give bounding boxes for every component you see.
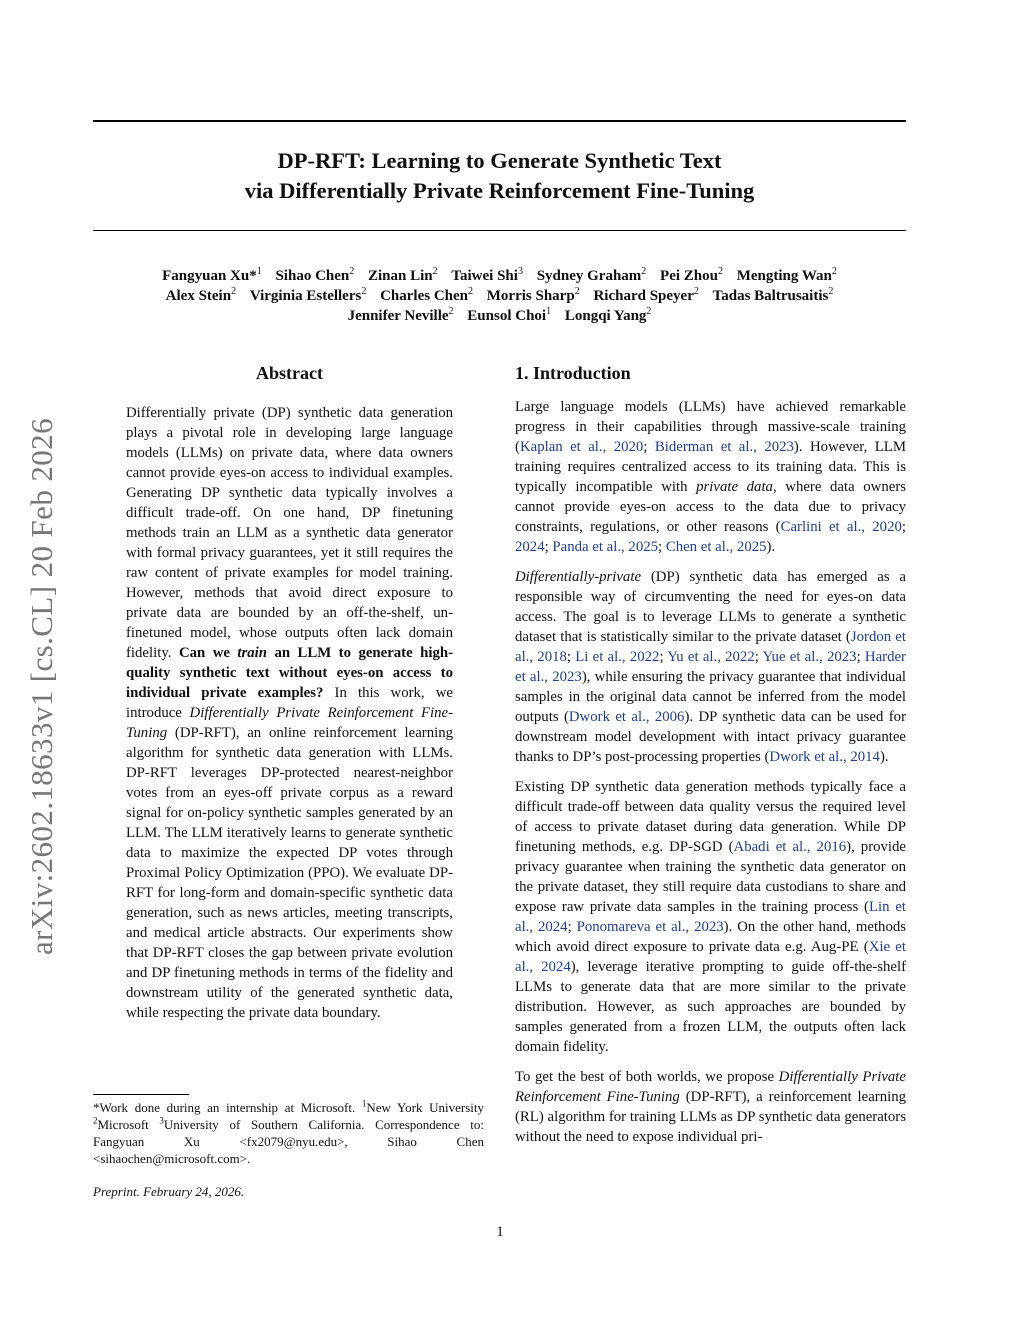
author-name: Alex Stein xyxy=(165,288,232,304)
author-name: Tadas Baltrusaitis xyxy=(712,288,829,304)
author xyxy=(713,288,834,304)
intro-paragraph-3 xyxy=(515,777,906,1057)
abstract-question-text: an LLM to generate high-quality synthetic text without eyes-on access to individual private examples? xyxy=(126,645,454,701)
author xyxy=(348,308,454,324)
author-name: Sydney Graham xyxy=(536,268,642,284)
author xyxy=(467,308,551,324)
body-text: ), leverage iterative prompting to guide off-the-shelf LLMs to generate data that are more similar to the private distribution. However, as such approaches are bounded by samples generated from a frozen LLM, the outputs often lack domain fidelity. xyxy=(515,959,906,1055)
author xyxy=(487,288,580,304)
affiliation-mark: 3 xyxy=(159,1115,164,1126)
author-affiliation: 3 xyxy=(517,266,523,277)
abstract-question-emphasis: train xyxy=(237,645,268,661)
arxiv-side-stamp: arXiv:2602.18633v1 [cs.CL] 20 Feb 2026 xyxy=(24,418,59,955)
body-text: ). On the other hand, methods which avoid direct exposure to private data e.g. Aug-PE ( xyxy=(515,919,907,955)
body-text: (DP) synthetic data has emerged as a responsible way of circumventing the need for eyes-on data access. The goal is to leverage LLMs to generate a synthetic dataset that is statistically similar to the private dataset ( xyxy=(515,569,906,645)
body-text: ). xyxy=(766,539,776,555)
body-text: Large language models (LLMs) have achieved remarkable progress in their capabilities through massive-scale training ( xyxy=(515,399,906,455)
author xyxy=(737,268,837,284)
author xyxy=(565,308,652,324)
author-name: Fangyuan Xu* xyxy=(162,268,257,284)
body-text: ; xyxy=(659,649,668,665)
emphasis: Differentially-private xyxy=(515,569,642,585)
footnote-text: University of Southern California. Correspondence to: Fangyuan Xu <fx2079@nyu.edu>, Sihao Chen <sihaochen@microsoft.com>. xyxy=(93,1117,484,1166)
body-text: , where data owners cannot provide eyes-on access to the data due to privacy constraints, regulations, or other reasons ( xyxy=(515,479,906,535)
citation-link[interactable]: 2024 xyxy=(515,539,545,555)
author-affiliation: 2 xyxy=(831,266,837,277)
citation-link[interactable]: Ponomareva et al., 2023 xyxy=(576,919,724,935)
citation-link[interactable]: Yu et al., 2022 xyxy=(667,649,755,665)
body-text: ; xyxy=(901,519,906,535)
abstract-heading: Abstract xyxy=(256,363,323,383)
title-line-1: DP-RFT: Learning to Generate Synthetic Text xyxy=(277,148,722,173)
body-text: ; xyxy=(567,919,577,935)
author-name: Sihao Chen xyxy=(275,268,350,284)
author xyxy=(660,268,723,284)
citation-link[interactable]: Dwork et al., 2014 xyxy=(769,749,880,765)
abstract-text: In this work, we introduce xyxy=(126,685,454,721)
method-name: Differentially Private Reinforcement Fine-Tuning xyxy=(126,705,453,741)
author xyxy=(250,288,367,304)
abstract-text: (DP-RFT), an online reinforcement learning algorithm for synthetic data generation with LLMs. DP-RFT leverages DP-protected nearest-neighbor votes from an eyes-off private corpus as a reward signal for on-policy synthetic samples generated by an LLM. The LLM iteratively learns to generate synthetic data to maximize the expected DP votes through Proximal Policy Optimization (PPO). We evaluate DP-RFT for long-form and domain-specific synthetic data generation, such as news articles, meeting transcripts, and medical article abstracts. Our experiments show that DP-RFT closes the gap between private evolution and DP finetuning methods in terms of the fidelity and downstream utility of the generated synthetic data, while respecting the private data boundary. xyxy=(126,725,454,1021)
intro-paragraph-4 xyxy=(515,1067,906,1147)
preprint-note: Preprint. February 24, 2026. xyxy=(93,1184,245,1199)
citation-link[interactable]: Abadi et al., 2016 xyxy=(733,839,847,855)
citation-link[interactable]: Xie et al., 2024 xyxy=(515,939,906,975)
footnote-text: New York University xyxy=(366,1100,484,1115)
intro-paragraph-1 xyxy=(515,397,906,557)
author-affiliation: 2 xyxy=(693,286,699,297)
affiliation-mark: 2 xyxy=(93,1115,98,1126)
title-line-2: via Differentially Private Reinforcement Fine-Tuning xyxy=(244,178,755,203)
author xyxy=(368,268,438,284)
author-name: Richard Speyer xyxy=(593,288,694,304)
body-text: ; xyxy=(658,539,666,555)
top-rule xyxy=(93,120,906,122)
citation-link[interactable]: Harder et al., 2023 xyxy=(515,649,906,685)
footnote-text: *Work done during an internship at Microsoft. xyxy=(93,1100,362,1115)
emphasis: private data xyxy=(696,479,773,495)
citation-link[interactable]: Dwork et al., 2006 xyxy=(568,709,685,725)
body-text: ; xyxy=(754,649,763,665)
abstract-paragraph xyxy=(126,403,453,1023)
author-name: Mengting Wan xyxy=(736,268,832,284)
citation-link[interactable]: Panda et al., 2025 xyxy=(552,539,659,555)
body-text: ; xyxy=(856,649,865,665)
body-text: ), while ensuring the privacy guarantee that individual samples in the original data cannot be inferred from the model outputs ( xyxy=(515,669,907,725)
body-text: ; xyxy=(643,439,655,455)
paper-title xyxy=(93,146,906,206)
author-list xyxy=(93,266,906,326)
author-line xyxy=(93,266,906,286)
body-text: ). However, LLM training requires centralized access to its training data. This is typically incompatible with xyxy=(515,439,906,495)
citation-link[interactable]: Biderman et al., 2023 xyxy=(654,439,794,455)
intro-paragraph-2 xyxy=(515,567,906,767)
author-name: Jennifer Neville xyxy=(347,308,449,324)
title-bottom-rule xyxy=(93,230,906,231)
abstract-body xyxy=(126,403,453,1033)
author-name: Morris Sharp xyxy=(486,288,575,304)
citation-link[interactable]: Li et al., 2022 xyxy=(575,649,660,665)
author-name: Taiwei Shi xyxy=(451,268,518,284)
author-line xyxy=(93,286,906,306)
affiliation-mark: 1 xyxy=(361,1098,367,1109)
author-affiliation: 2 xyxy=(349,266,355,277)
citation-link[interactable]: Kaplan et al., 2020 xyxy=(519,439,644,455)
author-name: Charles Chen xyxy=(380,288,469,304)
author xyxy=(593,288,698,304)
author-name: Virginia Estellers xyxy=(249,288,362,304)
author-affiliation: 2 xyxy=(361,286,367,297)
citation-link[interactable]: Yue et al., 2023 xyxy=(762,649,857,665)
abstract-text: Differentially private (DP) synthetic data generation plays a pivotal role in developing large language models (LLMs) on private data, where data owners cannot provide eyes-on access to individual examples. Generating DP synthetic data typically involves a difficult trade-off. On one hand, DP finetuning methods train an LLM as a synthetic data generator with formal privacy guarantees, yet it still requires the raw content of private examples for model training. However, methods that avoid direct exposure to private data are bounded by an off-the-shelf, un-finetuned model, whose outputs often lack domain fidelity. xyxy=(126,405,453,661)
author-line xyxy=(93,306,906,326)
author-affiliation: 2 xyxy=(828,286,834,297)
author-name: Pei Zhou xyxy=(660,268,718,284)
citation-link[interactable]: Lin et al., 2024 xyxy=(515,899,906,935)
footnote xyxy=(93,1099,484,1167)
author-affiliation: 2 xyxy=(641,266,647,277)
author-affiliation: 2 xyxy=(717,266,723,277)
body-text: ). xyxy=(879,749,889,765)
body-text: ; xyxy=(544,539,553,555)
method-name: Differentially Private Reinforcement Fine-Tuning xyxy=(515,1069,906,1105)
author-affiliation: 2 xyxy=(574,286,580,297)
author xyxy=(275,268,354,284)
author-affiliation: 2 xyxy=(468,286,474,297)
author xyxy=(537,268,647,284)
abstract-question-text: Can we xyxy=(178,645,230,661)
author-name: Eunsol Choi xyxy=(467,308,547,324)
body-text: ), provide privacy guarantee when training the synthetic data generator on the private dataset, they still require data custodians to share and expose raw private data samples in the training process ( xyxy=(515,839,906,915)
author xyxy=(380,288,473,304)
introduction-body xyxy=(515,397,906,1157)
citation-link[interactable]: Carlini et al., 2020 xyxy=(780,519,902,535)
author-affiliation: 1 xyxy=(256,266,262,277)
author xyxy=(162,268,262,284)
author xyxy=(451,268,523,284)
footnote-text: Microsoft xyxy=(97,1117,160,1132)
body-text: ; xyxy=(566,649,576,665)
section-heading-introduction: 1. Introduction xyxy=(515,363,631,383)
body-text: Existing DP synthetic data generation methods typically face a difficult trade-off between data quality versus the required level of access to private dataset during data generation. While DP finetuning methods, e.g. DP-SGD ( xyxy=(515,779,906,855)
author-affiliation: 2 xyxy=(448,306,454,317)
body-text: ). DP synthetic data can be used for downstream model development with intact privacy guarantee thanks to DP’s post-processing properties ( xyxy=(515,709,906,765)
author-affiliation: 2 xyxy=(432,266,438,277)
citation-link[interactable]: Chen et al., 2025 xyxy=(665,539,767,555)
page-number: 1 xyxy=(496,1224,504,1240)
author-name: Longqi Yang xyxy=(564,308,647,324)
body-text: To get the best of both worlds, we propose xyxy=(515,1069,779,1085)
author-affiliation: 2 xyxy=(646,306,652,317)
author-name: Zinan Lin xyxy=(368,268,433,284)
author xyxy=(166,288,236,304)
body-text: (DP-RFT), a reinforcement learning (RL) algorithm for training LLMs as DP synthetic data generators without the need to expose individual pri- xyxy=(515,1089,907,1145)
citation-link[interactable]: Jordon et al., 2018 xyxy=(515,629,906,665)
footnote-rule xyxy=(93,1094,189,1095)
author-affiliation: 1 xyxy=(546,306,552,317)
author-affiliation: 2 xyxy=(231,286,237,297)
